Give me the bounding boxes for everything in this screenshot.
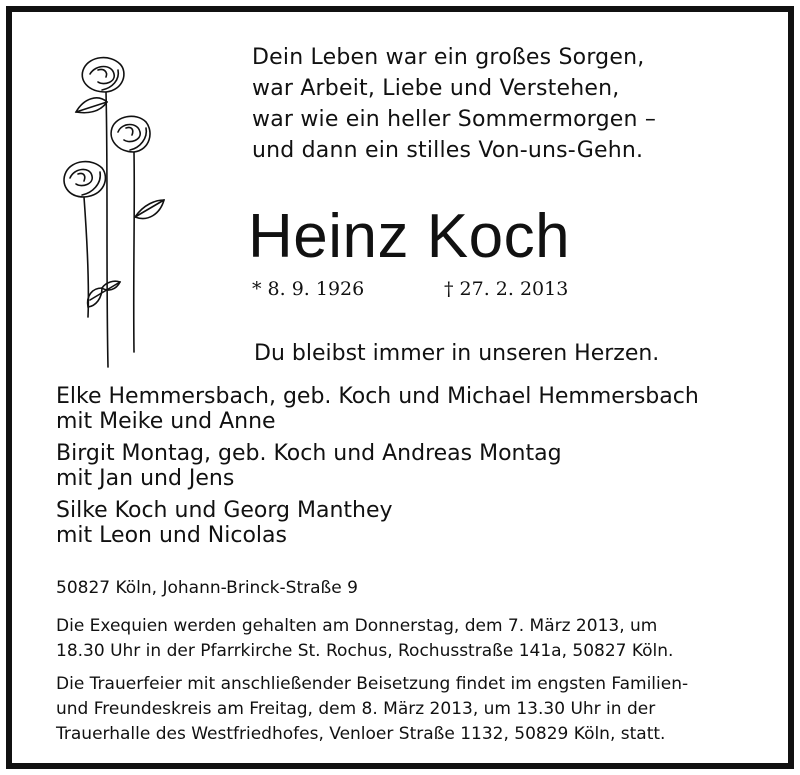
exequien-line: 18.30 Uhr in der Pfarrkirche St. Rochus, Rochusstraße 141a, 50827 Köln. xyxy=(56,641,674,661)
poem xyxy=(252,42,656,166)
family-group xyxy=(56,498,699,548)
family-line: mit Jan und Jens xyxy=(56,466,235,491)
family-list xyxy=(56,384,699,555)
ceremony-line: Die Trauerfeier mit anschließender Beisetzung findet im engsten Familien- xyxy=(56,674,689,694)
ceremony-notice xyxy=(56,672,688,747)
death-date: † 27. 2. 2013 xyxy=(444,278,569,300)
poem-line: war wie ein heller Sommermorgen – xyxy=(252,107,657,132)
poem-line: war Arbeit, Liebe und Verstehen, xyxy=(252,76,620,101)
ceremony-line: und Freundeskreis am Freitag, dem 8. März 2013, um 13.30 Uhr in der xyxy=(56,699,656,719)
family-line: Elke Hemmersbach, geb. Koch und Michael Hemmersbach xyxy=(56,384,699,409)
deceased-name: Heinz Koch xyxy=(248,202,571,271)
address: 50827 Köln, Johann-Brinck-Straße 9 xyxy=(56,578,358,598)
exequien-notice xyxy=(56,614,673,664)
family-line: Birgit Montag, geb. Koch und Andreas Montag xyxy=(56,441,562,466)
obituary-notice xyxy=(6,6,794,769)
farewell-line: Du bleibst immer in unseren Herzen. xyxy=(254,341,660,366)
ceremony-line: Trauerhalle des Westfriedhofes, Venloer Straße 1132, 50829 Köln, statt. xyxy=(56,724,666,744)
exequien-line: Die Exequien werden gehalten am Donnerstag, dem 7. März 2013, um xyxy=(56,616,658,636)
birth-date: * 8. 9. 1926 xyxy=(252,278,365,300)
roses-illustration-icon xyxy=(62,52,182,372)
family-line: Silke Koch und Georg Manthey xyxy=(56,498,393,523)
family-group xyxy=(56,441,699,491)
poem-line: Dein Leben war ein großes Sorgen, xyxy=(252,45,645,70)
poem-line: und dann ein stilles Von-uns-Gehn. xyxy=(252,138,644,163)
family-line: mit Leon und Nicolas xyxy=(56,523,287,548)
family-line: mit Meike und Anne xyxy=(56,409,276,434)
family-group xyxy=(56,384,699,434)
